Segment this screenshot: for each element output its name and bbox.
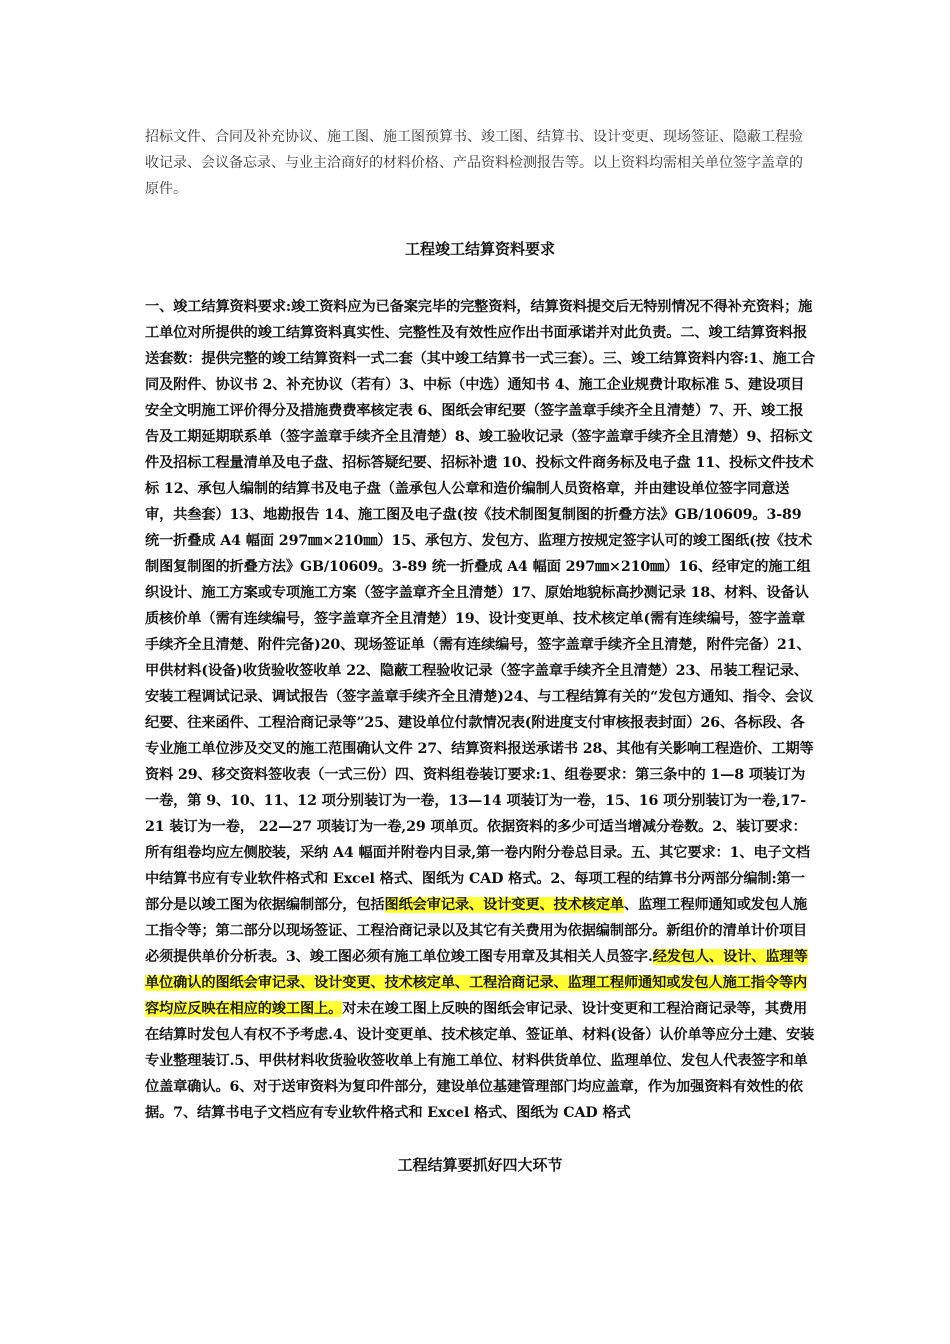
requirements-text-part1: 一、竣工结算资料要求:竣工资料应为已备案完毕的完整资料，结算资料提交后无特别情况不得补充资料；施工单位对所提供的竣工结算资料真实性、完整性及有效性应作出书面承诺并对此负责。二、竣工结算资料报送套数：提供完整的竣工结算资料一式二套（其中竣工结算书一式三套）。三、竣工结算资料内容:1、施工合同及附件、协议书 2、补充协议（若有）3、中标（中选）通知书 4、施工企业规费计取标准 5、建设项目安全文明施工评价得分及措施费费率核定表 6、图纸会审纪要（签字盖章手续齐全且清楚）7、开、竣工报告及工期延期联系单（签字盖章手续齐全且清楚）8、竣工验收记录（签字盖章手续齐全且清楚）9、招标文件及招标工程量清单及电子盘、招标答疑纪要、招标补遗 10、投标文件商务标及电子盘 11、投标文件技术标 12、承包人编制的结算书及电子盘（盖承包人公章和造价编制人员资格章，并由建设单位签字同意送审，共叁套）13、地勘报告 14、施工图及电子盘(按《技术制图复制图的折叠方法》GB/10609。3-89 统一折叠成 A4 幅面 297㎜×210㎜）15、承包方、发包方、监理方按规定签字认可的竣工图纸(按《技术制图复制图的折叠方法》GB/10609。3-89 统一折叠成 A4 幅面 297㎜×210㎜）16、经审定的施工组织设计、施工方案或专项施工方案（签字盖章齐全且清楚）17、原始地貌标高抄测记录 18、材料、设备认质核价单（需有连续编号，签字盖章齐全且清楚）19、设计变更单、技术核定单(需有连续编号，签字盖章手续齐全且清楚、附件完备)20、现场签证单（需有连续编号，签字盖章手续齐全且清楚，附件完备）21、甲供材料(设备)收货验收签收单 22、隐蔽工程验收记录（签字盖章手续齐全且清楚）23、吊装工程记录、安装工程调试记录、调试报告（签字盖章手续齐全且清楚)24、与工程结算有关的“发包方通知、指令、会议纪要、往来函件、工程洽商记录等”25、建设单位付款情况表(附进度支付审核报表封面）26、各标段、各专业施工单位涉及交叉的施工范围确认文件 27、结算资料报送承诺书 28、其他有关影响工程造价、工期等资料 29、移交资料签收表（一式三份）四、资料组卷装订要求:1、组卷要求：第三条中的 1—8 项装订为一卷，第 9、10、11、12 项分别装订为一卷，13—14 项装订为一卷，15、16 项分别装订为一卷,17-21 装订为一卷， 22—27 项装订为一卷,29 项单页。依据资料的多少可适当增减分卷数。2、装订要求：所有组卷均应左侧胶装，采纳 A4 幅面并附卷内目录,第一卷内附分卷总目录。五、其它要求：1、电子文档中结算书应有专业软件格式和 Excel 格式、图纸为 CAD 格式。2、每项工程的结算书分两部分编制:第一部分是以竣工图为依据编制部分，包括 — [145, 299, 815, 913]
requirements-text-part3: 对未在竣工图上反映的图纸会审记录、设计变更和工程洽商记录等，其费用在结算时发包人有权不予考虑.4、设计变更单、技术核定单、签证单、材料(设备）认价单等应分土建、安装专业整理装订.5、甲供材料收货验收签收单上有施工单位、材料供货单位、监理单位、发包人代表签字和单位盖章确认。6、对于送审资料为复印件部分，建设单位基建管理部门均应盖章，作为加强资料有效性的依据。7、结算书电子文档应有专业软件格式和 Excel 格式、图纸为 CAD 格式 — [145, 1001, 815, 1121]
highlighted-text-2: 经发包人、设计、监理等单位确认的图纸会审记录、设计变更、技术核定单、工程洽商记录、监理工程师通知或发包人施工指令等内容均应反映在相应的竣工图上。 — [145, 949, 808, 1017]
intro-paragraph: 招标文件、合同及补充协议、施工图、施工图预算书、竣工图、结算书、设计变更、现场签证、隐蔽工程验收记录、会议备忘录、与业主洽商好的材料价格、产品资料检测报告等。以上资料均需相关单位签字盖章的原件。 — [145, 129, 803, 197]
requirements-text-part2: 、监理工程师通知或发包人施工指令等；第二部分以现场签证、工程洽商记录以及其它有关费用为依据编制部分。新组价的清单计价项目必须提供单价分析表。3、竣工图必须有施工单位竣工图专用章及其相关人员签字. — [145, 897, 808, 965]
document-page — [145, 124, 815, 1178]
next-section-title: 工程结算要抓好四大环节 — [397, 1156, 563, 1174]
highlighted-text-1: 图纸会审记录、设计变更、技术核定单 — [384, 897, 624, 913]
section-title: 工程竣工结算资料要求 — [404, 240, 555, 258]
requirements-paragraph — [145, 294, 815, 1126]
